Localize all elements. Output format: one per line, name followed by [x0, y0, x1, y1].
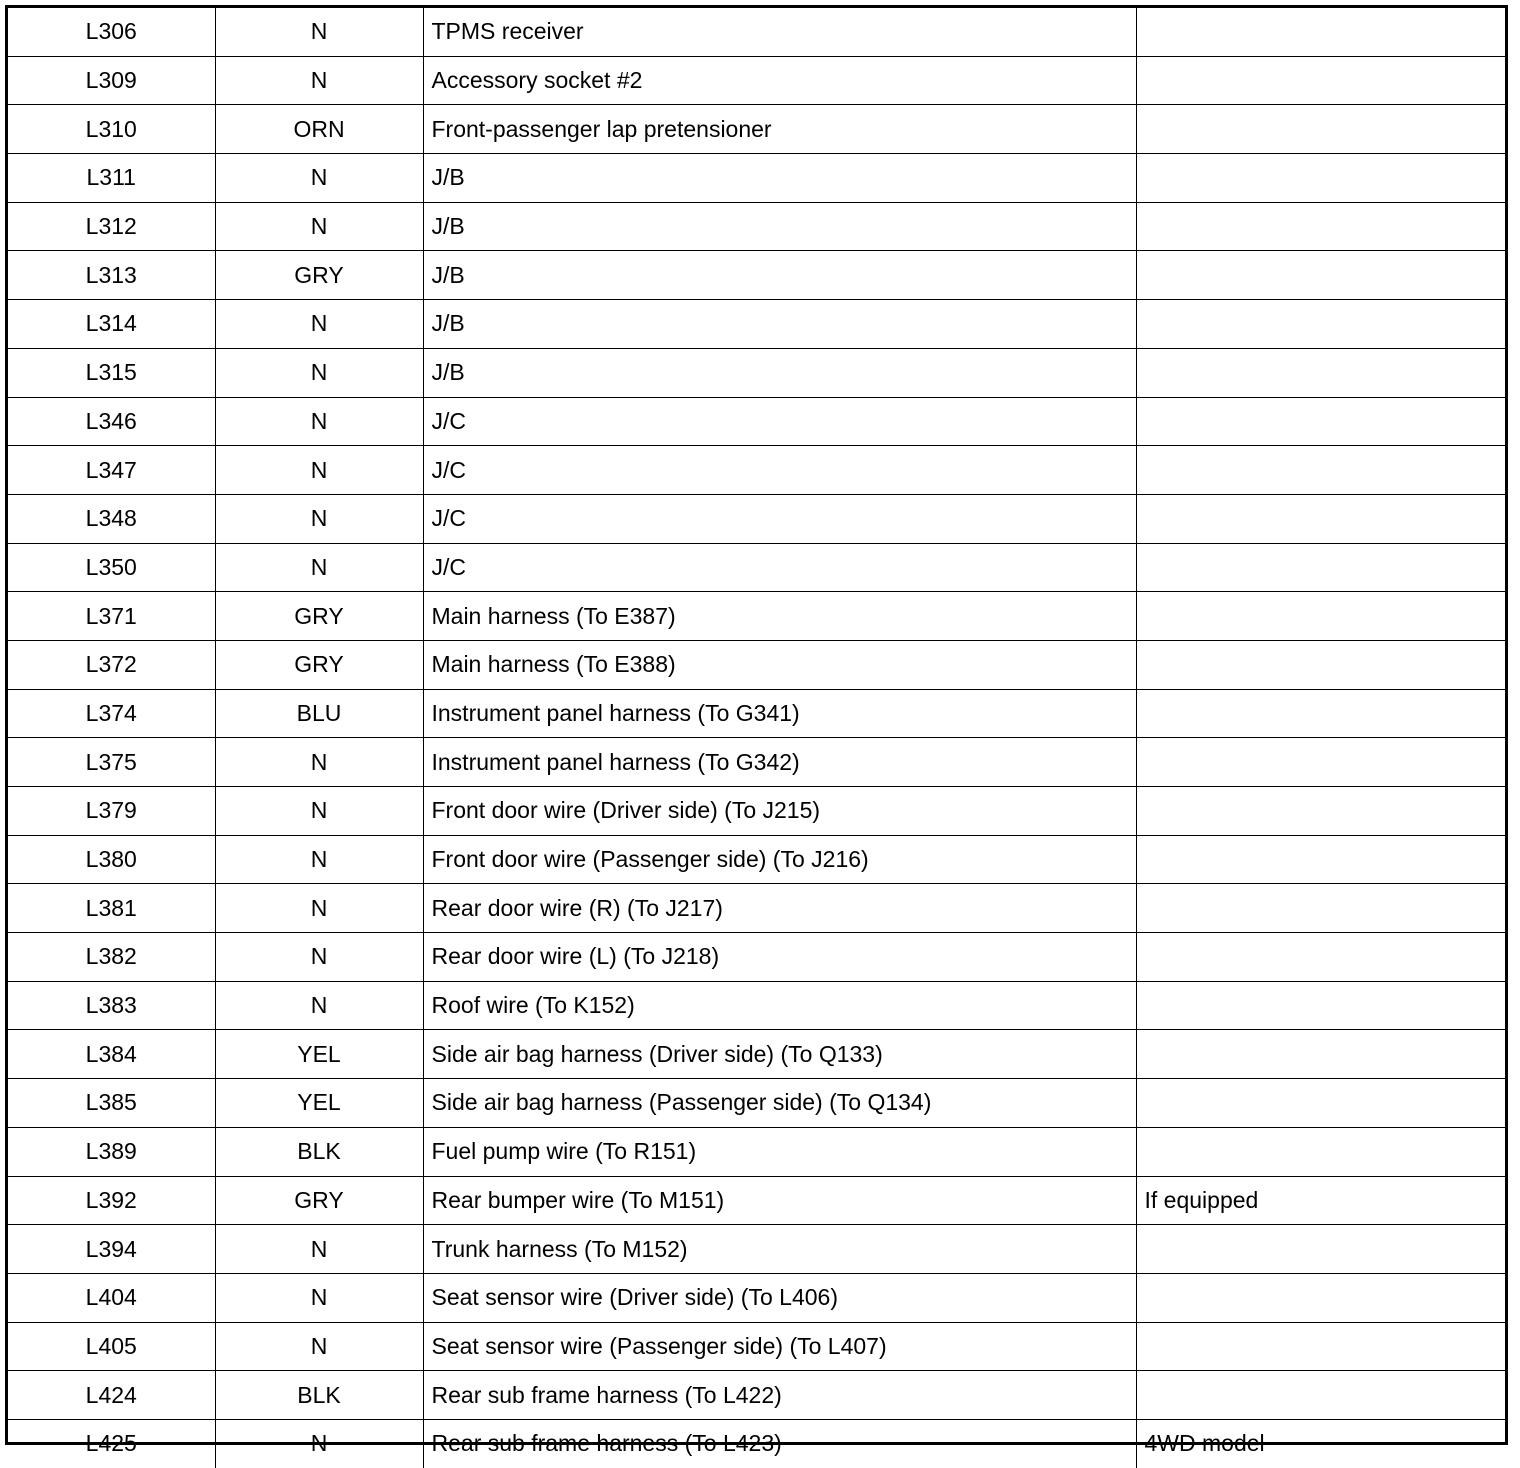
- connector-description-cell: Front door wire (Driver side) (To J215): [423, 787, 1136, 836]
- table-row: [8, 884, 1505, 933]
- connector-code-cell: L313: [8, 251, 215, 300]
- connector-note-cell: [1136, 981, 1505, 1030]
- connector-description-cell: Main harness (To E388): [423, 640, 1136, 689]
- connector-note-cell: [1136, 592, 1505, 641]
- connector-color-cell: YEL: [215, 1030, 423, 1079]
- connector-code-cell: L384: [8, 1030, 215, 1079]
- connector-color-cell: N: [215, 884, 423, 933]
- connector-color-cell: N: [215, 348, 423, 397]
- connector-code-cell: L348: [8, 494, 215, 543]
- connector-color-cell: N: [215, 933, 423, 982]
- connector-description-cell: Main harness (To E387): [423, 592, 1136, 641]
- connector-description-cell: Front door wire (Passenger side) (To J216): [423, 835, 1136, 884]
- table-row: [8, 397, 1505, 446]
- connector-note-cell: [1136, 348, 1505, 397]
- connector-note-cell: [1136, 1273, 1505, 1322]
- connector-code-cell: L347: [8, 446, 215, 495]
- connector-description-cell: J/B: [423, 202, 1136, 251]
- connector-color-cell: N: [215, 494, 423, 543]
- table-row: [8, 738, 1505, 787]
- connector-color-cell: N: [215, 397, 423, 446]
- connector-code-cell: L314: [8, 300, 215, 349]
- table-row: [8, 981, 1505, 1030]
- table-row: [8, 202, 1505, 251]
- table-row: [8, 1322, 1505, 1371]
- connector-code-cell: L372: [8, 640, 215, 689]
- connector-code-cell: L350: [8, 543, 215, 592]
- connector-code-cell: L306: [8, 8, 215, 56]
- connector-note-cell: [1136, 640, 1505, 689]
- connector-note-cell: [1136, 1225, 1505, 1274]
- connector-description-cell: Side air bag harness (Passenger side) (To Q134): [423, 1079, 1136, 1128]
- connector-description-cell: J/B: [423, 348, 1136, 397]
- connector-color-cell: YEL: [215, 1079, 423, 1128]
- connector-note-cell: [1136, 787, 1505, 836]
- connector-note-cell: [1136, 1322, 1505, 1371]
- connector-note-cell: [1136, 835, 1505, 884]
- connector-color-cell: N: [215, 738, 423, 787]
- connector-note-cell: [1136, 494, 1505, 543]
- connector-note-cell: [1136, 1030, 1505, 1079]
- connector-color-cell: N: [215, 446, 423, 495]
- connector-color-cell: N: [215, 1225, 423, 1274]
- connector-color-cell: N: [215, 56, 423, 105]
- connector-description-cell: Front-passenger lap pretensioner: [423, 105, 1136, 154]
- connector-color-cell: GRY: [215, 640, 423, 689]
- connector-note-cell: [1136, 1371, 1505, 1420]
- connector-color-cell: GRY: [215, 1176, 423, 1225]
- connector-note-cell: If equipped: [1136, 1176, 1505, 1225]
- connector-table-frame: [5, 5, 1508, 1457]
- table-row: [8, 8, 1505, 56]
- connector-note-cell: [1136, 446, 1505, 495]
- table-row: [8, 787, 1505, 836]
- table-row: [8, 640, 1505, 689]
- connector-description-cell: Accessory socket #2: [423, 56, 1136, 105]
- table-row: [8, 689, 1505, 738]
- connector-color-cell: BLU: [215, 689, 423, 738]
- connector-note-cell: [1136, 154, 1505, 203]
- connector-color-cell: BLK: [215, 1371, 423, 1420]
- connector-description-cell: Rear sub frame harness (To L422): [423, 1371, 1136, 1420]
- connector-table: [8, 8, 1505, 1468]
- connector-description-cell: Roof wire (To K152): [423, 981, 1136, 1030]
- connector-code-cell: L346: [8, 397, 215, 446]
- connector-color-cell: N: [215, 202, 423, 251]
- connector-table-body: [8, 8, 1505, 1468]
- table-row: [8, 1127, 1505, 1176]
- connector-description-cell: J/C: [423, 543, 1136, 592]
- connector-color-cell: N: [215, 1273, 423, 1322]
- connector-code-cell: L312: [8, 202, 215, 251]
- connector-code-cell: L381: [8, 884, 215, 933]
- connector-code-cell: L385: [8, 1079, 215, 1128]
- connector-code-cell: L309: [8, 56, 215, 105]
- connector-color-cell: N: [215, 1322, 423, 1371]
- connector-description-cell: TPMS receiver: [423, 8, 1136, 56]
- connector-note-cell: [1136, 1079, 1505, 1128]
- connector-description-cell: J/C: [423, 494, 1136, 543]
- connector-description-cell: Fuel pump wire (To R151): [423, 1127, 1136, 1176]
- connector-description-cell: Seat sensor wire (Passenger side) (To L407): [423, 1322, 1136, 1371]
- connector-note-cell: [1136, 689, 1505, 738]
- connector-code-cell: L380: [8, 835, 215, 884]
- table-row: [8, 251, 1505, 300]
- table-row: [8, 835, 1505, 884]
- connector-note-cell: [1136, 738, 1505, 787]
- connector-color-cell: N: [215, 835, 423, 884]
- connector-note-cell: [1136, 397, 1505, 446]
- connector-description-cell: Rear door wire (L) (To J218): [423, 933, 1136, 982]
- connector-description-cell: Instrument panel harness (To G342): [423, 738, 1136, 787]
- table-row: [8, 1371, 1505, 1420]
- table-row: [8, 446, 1505, 495]
- connector-description-cell: Side air bag harness (Driver side) (To Q133): [423, 1030, 1136, 1079]
- connector-note-cell: [1136, 202, 1505, 251]
- connector-color-cell: GRY: [215, 592, 423, 641]
- connector-code-cell: L394: [8, 1225, 215, 1274]
- connector-color-cell: N: [215, 981, 423, 1030]
- connector-color-cell: N: [215, 543, 423, 592]
- connector-code-cell: L374: [8, 689, 215, 738]
- connector-color-cell: N: [215, 300, 423, 349]
- connector-code-cell: L311: [8, 154, 215, 203]
- table-row: [8, 1030, 1505, 1079]
- connector-description-cell: J/B: [423, 300, 1136, 349]
- connector-color-cell: N: [215, 787, 423, 836]
- connector-note-cell: 4WD model: [1136, 1419, 1505, 1467]
- connector-code-cell: L315: [8, 348, 215, 397]
- connector-description-cell: Trunk harness (To M152): [423, 1225, 1136, 1274]
- connector-color-cell: N: [215, 8, 423, 56]
- table-row: [8, 300, 1505, 349]
- table-row: [8, 56, 1505, 105]
- connector-code-cell: L310: [8, 105, 215, 154]
- table-row: [8, 348, 1505, 397]
- connector-note-cell: [1136, 884, 1505, 933]
- connector-color-cell: GRY: [215, 251, 423, 300]
- connector-description-cell: Instrument panel harness (To G341): [423, 689, 1136, 738]
- connector-color-cell: ORN: [215, 105, 423, 154]
- connector-code-cell: L404: [8, 1273, 215, 1322]
- connector-code-cell: L383: [8, 981, 215, 1030]
- table-row: [8, 1225, 1505, 1274]
- connector-code-cell: L405: [8, 1322, 215, 1371]
- connector-code-cell: L382: [8, 933, 215, 982]
- table-row: [8, 1419, 1505, 1467]
- connector-note-cell: [1136, 933, 1505, 982]
- connector-note-cell: [1136, 300, 1505, 349]
- connector-description-cell: Rear sub frame harness (To L423): [423, 1419, 1136, 1467]
- table-row: [8, 933, 1505, 982]
- connector-description-cell: Rear bumper wire (To M151): [423, 1176, 1136, 1225]
- connector-description-cell: Rear door wire (R) (To J217): [423, 884, 1136, 933]
- table-row: [8, 1176, 1505, 1225]
- connector-code-cell: L424: [8, 1371, 215, 1420]
- table-row: [8, 1273, 1505, 1322]
- connector-note-cell: [1136, 105, 1505, 154]
- connector-description-cell: J/B: [423, 251, 1136, 300]
- connector-description-cell: J/C: [423, 446, 1136, 495]
- connector-code-cell: L425: [8, 1419, 215, 1467]
- table-row: [8, 543, 1505, 592]
- connector-note-cell: [1136, 251, 1505, 300]
- connector-code-cell: L389: [8, 1127, 215, 1176]
- connector-note-cell: [1136, 1127, 1505, 1176]
- connector-note-cell: [1136, 56, 1505, 105]
- connector-color-cell: N: [215, 154, 423, 203]
- connector-color-cell: BLK: [215, 1127, 423, 1176]
- connector-code-cell: L392: [8, 1176, 215, 1225]
- connector-code-cell: L371: [8, 592, 215, 641]
- connector-description-cell: J/C: [423, 397, 1136, 446]
- table-row: [8, 592, 1505, 641]
- connector-note-cell: [1136, 543, 1505, 592]
- connector-code-cell: L379: [8, 787, 215, 836]
- connector-description-cell: Seat sensor wire (Driver side) (To L406): [423, 1273, 1136, 1322]
- connector-note-cell: [1136, 8, 1505, 56]
- table-row: [8, 105, 1505, 154]
- connector-description-cell: J/B: [423, 154, 1136, 203]
- connector-color-cell: N: [215, 1419, 423, 1467]
- connector-code-cell: L375: [8, 738, 215, 787]
- table-row: [8, 1079, 1505, 1128]
- table-row: [8, 154, 1505, 203]
- table-row: [8, 494, 1505, 543]
